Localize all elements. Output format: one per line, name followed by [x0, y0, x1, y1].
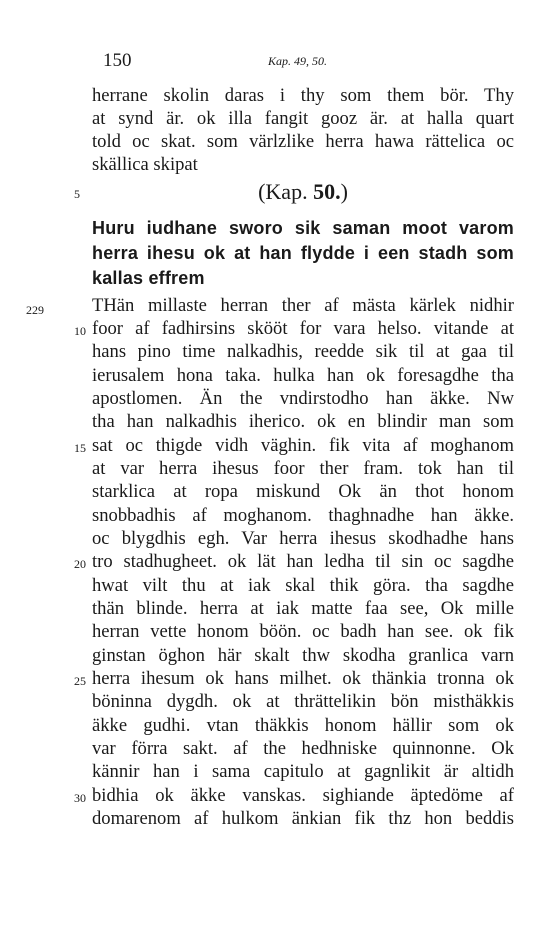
body-line-21: kännir han i sama capitulo at gagnlikit är altidh	[92, 761, 514, 782]
line-number-25: 25	[74, 674, 86, 688]
body-line-23: domarenom af hulkom änkian fik thz hon beddis	[92, 808, 514, 829]
body-line-7: sat oc thigde vidh väghin. fik vita af moghanom	[92, 435, 514, 456]
line-number-30: 30	[74, 791, 86, 805]
body-line-2: foor af fadhirsins skööt for vara helso. vitande at	[92, 318, 514, 339]
page-number: 150	[103, 50, 132, 71]
body-line-15: herran vette honom böön. oc badh han see. ok fik	[92, 621, 514, 642]
body-line-8: at var herra ihesus foor ther fram. tok han til	[92, 458, 514, 479]
text-line-2: at synd är. ok illa fangit gooz är. at halla quart	[92, 108, 514, 129]
line-number-15: 15	[74, 441, 86, 455]
text-line-4: skällica skipat	[92, 154, 198, 175]
section-heading-line-3: kallas effrem	[92, 268, 205, 288]
margin-reference: 229	[26, 303, 44, 317]
line-number-10: 10	[74, 324, 86, 338]
section-heading-line-1: Huru iudhane sworo sik saman moot varom	[92, 218, 514, 238]
chapter-heading	[92, 178, 514, 206]
body-line-12: tro stadhugheet. ok lät han ledha til sin oc sagdhe	[92, 551, 514, 572]
body-line-5: apostlomen. Än the vndirstodho han äkke. Nw	[92, 388, 514, 409]
body-line-17: herra ihesum ok hans milhet. ok thänkia tronna ok	[92, 668, 514, 689]
body-line-10: snobbadhis af moghanom. thaghnadhe han äkke.	[92, 505, 514, 526]
body-line-9: starklica at ropa miskund Ok än thot honom	[92, 481, 514, 502]
body-line-1: THän millaste herran ther af mästa kärlek nidhir	[92, 295, 514, 316]
chapter-number: 50.	[313, 179, 341, 204]
body-line-6: tha han nalkadhis iherico. ok en blindir man som	[92, 411, 514, 432]
line-number-5: 5	[74, 187, 80, 201]
body-line-20: var förra sakt. af the hedhniske quinnonne. Ok	[92, 738, 514, 759]
text-line-3: told oc skat. som värlzlike herra hawa rättelica oc	[92, 131, 514, 152]
text-line-1: herrane skolin daras i thy som them bör. Thy	[92, 85, 514, 106]
body-line-13: hwat vilt thu at iak skal thik göra. tha sagdhe	[92, 575, 514, 596]
body-line-14: thän blinde. herra at iak matte faa see, Ok mille	[92, 598, 514, 619]
body-line-16: ginstan öghon här skalt thw skodha granlica varn	[92, 645, 514, 666]
section-heading-line-2: herra ihesu ok at han flydde i een stadh som	[92, 243, 514, 263]
body-line-4: ierusalem hona taka. hulka han ok foresagdhe tha	[92, 365, 514, 386]
body-line-19: äkke gudhi. vtan thäkkis honom hällir som ok	[92, 715, 514, 736]
page-header	[103, 50, 443, 74]
body-line-3: hans pino time nalkadhis, reedde sik til at gaa til	[92, 341, 514, 362]
chapter-close: )	[340, 179, 348, 204]
body-line-11: oc blygdhis egh. Var herra ihesus skodhadhe hans	[92, 528, 514, 549]
running-head: Kap. 49, 50.	[268, 54, 328, 68]
chapter-open: (Kap.	[258, 179, 314, 204]
body-line-22: bidhia ok äkke vanskas. sighiande äptedöme af	[92, 785, 514, 806]
body-line-18: böninna dygdh. ok at thrättelikin bön misthäkkis	[92, 691, 514, 712]
line-number-20: 20	[74, 557, 86, 571]
